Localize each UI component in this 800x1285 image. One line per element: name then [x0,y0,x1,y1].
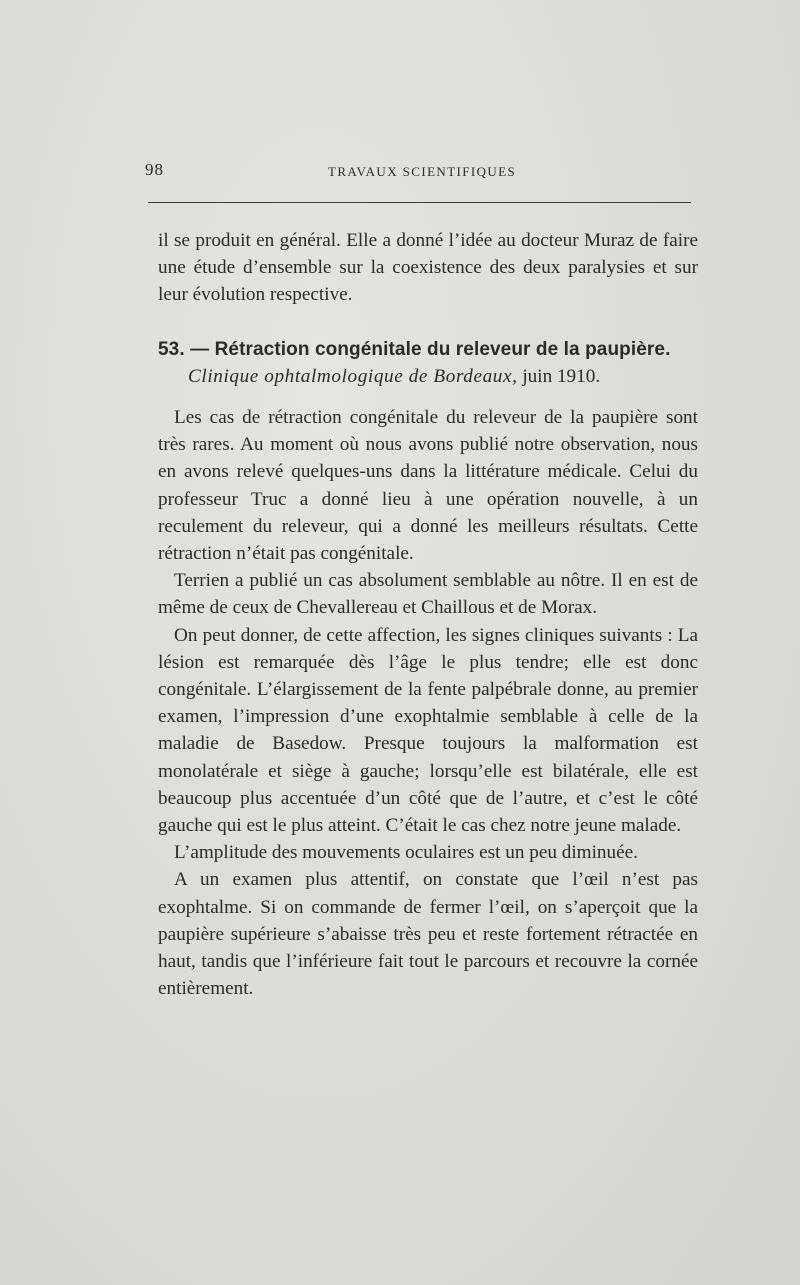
paragraph: A un examen plus attentif, on constate que l’œil n’est pas exophtalme. Si on commande de fermer l’œil, on s’aperçoit que la paupière supérieure s’abaisse très peu et reste fortement rétractée en haut, tandis que l’inférieure fait tout le parcours et recouvre la cornée entièrement. [158,869,698,1000]
intro-paragraph: il se produit en général. Elle a donné l’idée au docteur Muraz de faire une étude d’ensemble sur la coexistence des deux paralysies et sur leur évolution respective. [158,230,698,306]
section-title: Rétraction congénitale du releveur de la paupière. [214,338,671,360]
running-title: TRAVAUX SCIENTIFIQUES [328,164,517,179]
paragraph: Les cas de rétraction congénitale du releveur de la paupière sont très rares. Au moment où nous avons publié notre observation, nous en avons relevé quelques-uns dans la littérature médicale. Celui du professeur Truc a donné lieu à une opération nouvelle, à un reculement du releveur, qui a donné les meilleurs résultats. Cette rétraction n’était pas congénitale. [158,407,698,565]
body-text [158,227,698,1002]
section-dash: — [190,338,210,360]
section-heading [158,336,698,363]
section-source [158,363,698,390]
section-source-journal: Clinique ophtalmologique de Bordeaux, [188,365,518,387]
page-header [145,160,690,184]
header-rule [148,202,691,203]
section-source-date: juin 1910. [522,365,601,387]
section-number: 53. [158,338,185,360]
page-number: 98 [145,160,164,179]
paragraph: L’amplitude des mouvements oculaires est un peu diminuée. [174,842,638,864]
paragraph: On peut donner, de cette affection, les signes cliniques suivants : La lésion est remarquée dès l’âge le plus tendre; elle est donc congénitale. L’élargissement de la fente palpébrale donne, au premier examen, l’impression d’une exophtalmie semblable à celle de la maladie de Basedow. Presque toujours la malformation est monolatérale et siège à gauche; lorsqu’elle est bilatérale, elle est beaucoup plus accentuée d’un côté que de l’autre, et c’est le côté gauche qui est le plus atteint. C’était le cas chez notre jeune malade. [158,624,698,837]
paragraph: Terrien a publié un cas absolument semblable au nôtre. Il en est de même de ceux de Chevallereau et Chaillous et de Morax. [158,570,698,619]
